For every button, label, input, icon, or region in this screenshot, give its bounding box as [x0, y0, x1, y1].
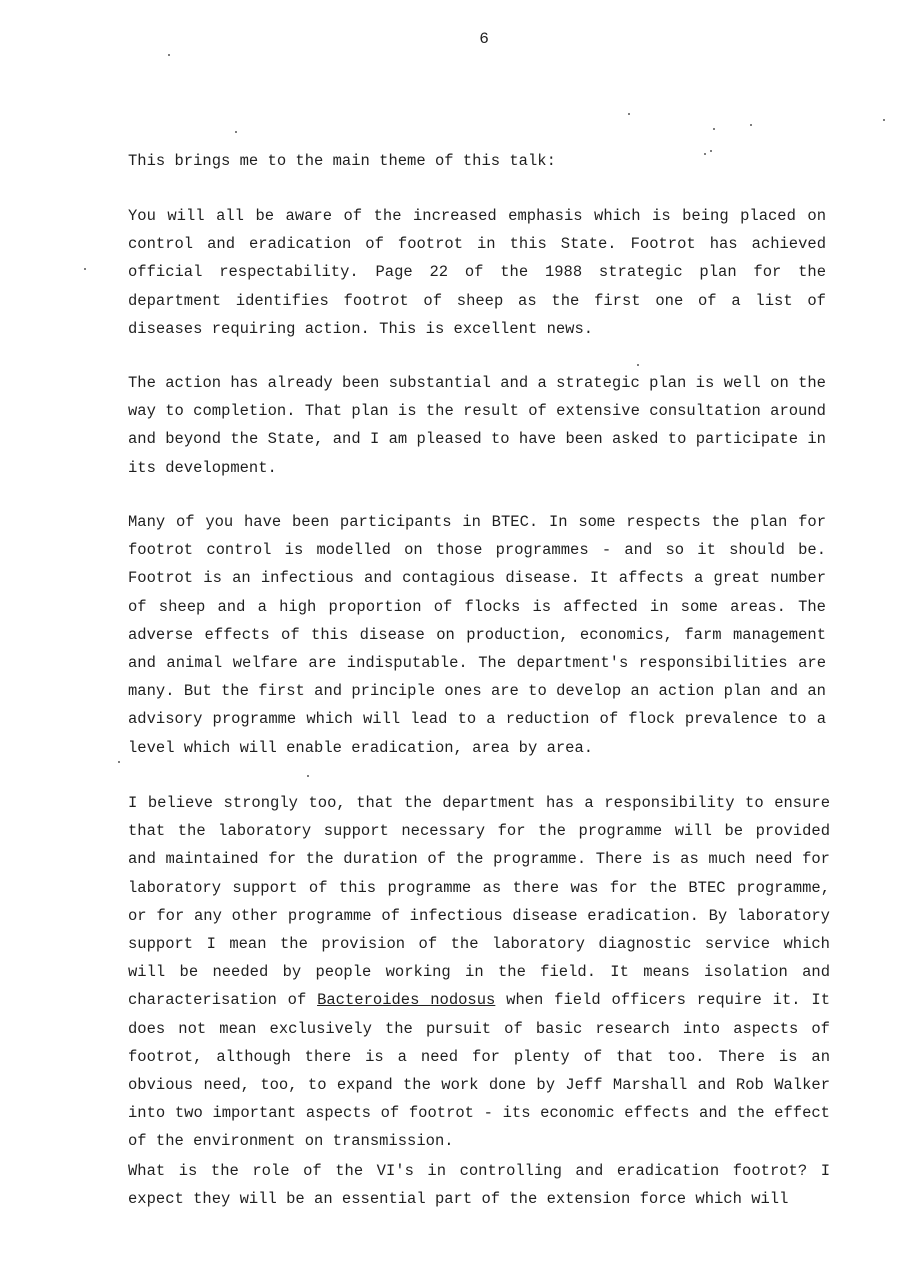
- laboratory-support-text-continued: when field officers require it. It does not mean exclusively the pursuit of basic research into aspects of footrot, although there is a need for plenty of that too. There is an obvious need, too, to expand the work done by Jeff Marshall and Rob Walker into two important aspects of footrot - its economic effects and the effect of the environment on transmission.: [128, 991, 830, 1151]
- page-number: 6: [479, 30, 489, 48]
- laboratory-support-text: I believe strongly too, that the department has a responsibility to ensure that the laboratory support necessary for the programme will be provided and maintained for the duration of the programme. There is as much need for laboratory support of this programme as there was for the BTEC programme, or for any other programme of infectious disease eradication. By laboratory support I mean the provision of the laboratory diagnostic service which will be needed by people working in the field. It means isolation and characterisation of: [128, 794, 830, 1010]
- scan-speck: [713, 128, 715, 130]
- paragraph-vi-role: What is the role of the VI's in controlling and eradication footrot? I expect they will be an essential part of the extension force which will: [128, 1162, 830, 1209]
- paragraph-laboratory-support: [128, 789, 830, 1156]
- paragraph-btec-comparison: Many of you have been participants in BTEC. In some respects the plan for footrot control is modelled on those programmes - and so it should be. Footrot is an infectious and contagious disease. It affects a great number of sheep and a high proportion of flocks is affected in some areas. The adverse effects of this disease on production, economics, farm management and animal welfare are indisputable. The department's responsibilities are many. But the first and principle ones are to develop an action plan and an advisory programme which will lead to a reduction of flock prevalence to a level which will enable eradication, area by area.: [128, 513, 826, 757]
- scan-speck: [637, 364, 639, 366]
- scan-speck: [84, 268, 86, 270]
- scan-speck: [118, 761, 120, 763]
- scan-speck: [235, 131, 237, 133]
- scan-speck: [704, 153, 706, 155]
- species-name: Bacteroides nodosus: [317, 991, 496, 1010]
- paragraph-strategic-plan: The action has already been substantial and a strategic plan is well on the way to completion. That plan is the result of extensive consultation around and beyond the State, and I am pleased to have been asked to participate in its development.: [128, 374, 826, 477]
- scan-speck: [750, 124, 752, 126]
- scan-speck: [307, 775, 309, 777]
- scan-speck: [628, 113, 630, 115]
- paragraph-footrot-emphasis: You will all be aware of the increased emphasis which is being placed on control and eradication of footrot in this State. Footrot has achieved official respectability. Page 22 of the 1988 strategic plan for the department identifies footrot of sheep as the first one of a list of diseases requiring action. This is excellent news.: [128, 207, 826, 338]
- scan-speck: [168, 54, 170, 56]
- section-heading: This brings me to the main theme of this talk:: [128, 152, 556, 170]
- scan-speck: [883, 119, 885, 121]
- scan-speck: [710, 150, 712, 152]
